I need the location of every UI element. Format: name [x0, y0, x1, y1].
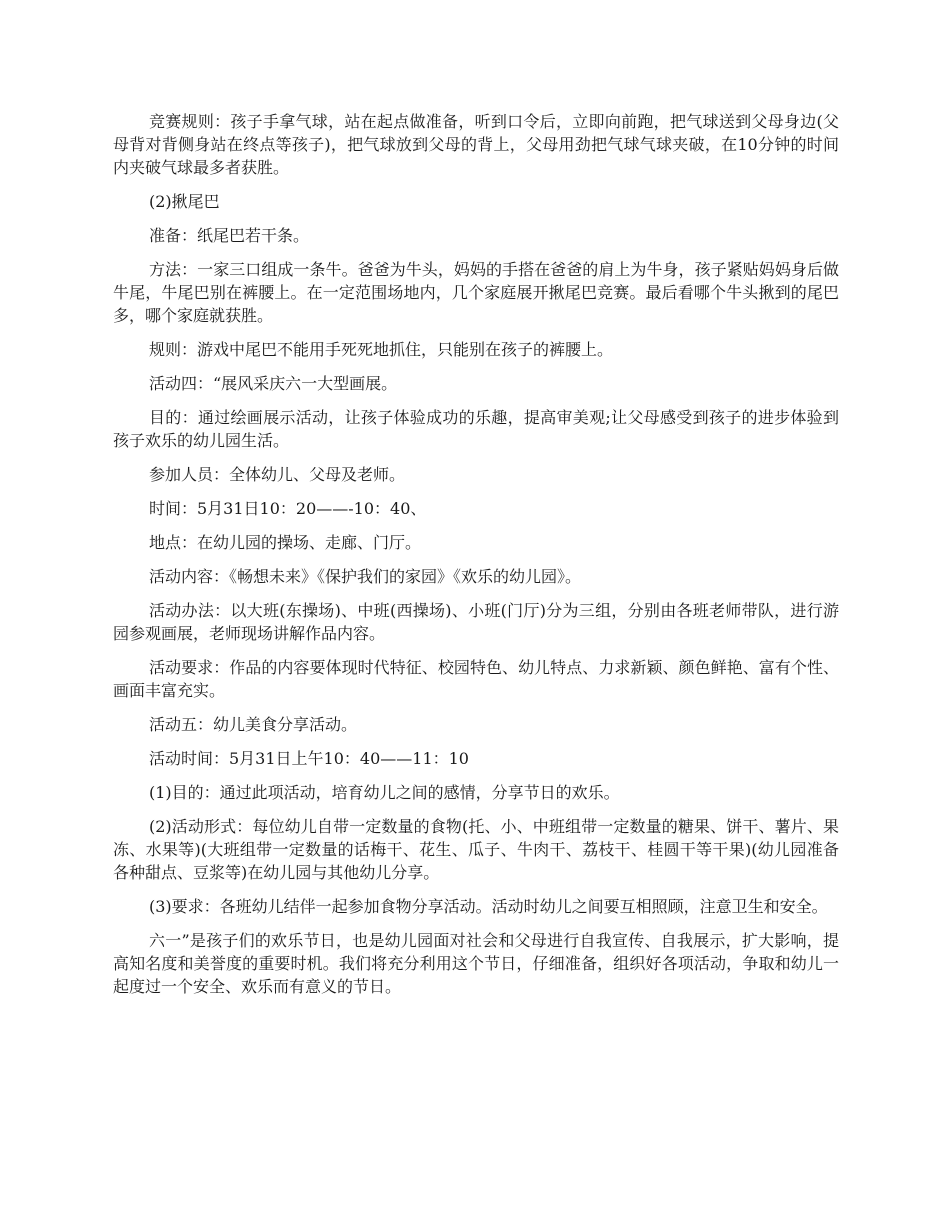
paragraph-purpose: 目的：通过绘画展示活动，让孩子体验成功的乐趣，提高审美观;让父母感受到孩子的进步体验到孩子欢乐的幼儿园生活。 — [113, 408, 839, 450]
paragraph-activity-method: 活动办法：以大班(东操场)、中班(西操场)、小班(门厅)分为三组，分别由各班老师带队，进行游园参观画展，老师现场讲解作品内容。 — [113, 601, 839, 643]
paragraph-participants: 参加人员：全体幼儿、父母及老师。 — [149, 465, 406, 484]
paragraph-method: 方法：一家三口组成一条牛。爸爸为牛头，妈妈的手搭在爸爸的肩上为牛身，孩子紧贴妈妈身后做牛尾，牛尾巴别在裤腰上。在一定范围场地内，几个家庭展开揪尾巴竞赛。最后看哪个牛头揪到的尾巴多，哪个家庭就获胜。 — [113, 260, 839, 325]
paragraph-rules: 规则：游戏中尾巴不能用手死死地抓住，只能别在孩子的裤腰上。 — [149, 340, 614, 359]
paragraph-goal-1: (1)目的：通过此项活动，培育幼儿之间的感情，分享节日的欢乐。 — [149, 783, 620, 802]
paragraph-tail-grab-heading: (2)揪尾巴 — [149, 192, 220, 211]
paragraph-location: 地点：在幼儿园的操场、走廊、门厅。 — [149, 533, 422, 552]
paragraph-closing: 六一”是孩子们的欢乐节日，也是幼儿园面对社会和父母进行自我宣传、自我展示，扩大影响，提高知名度和美誉度的重要时机。我们将充分利用这个节日，仔细准备，组织好各项活动，争取和幼儿一起度过一个安全、欢乐而有意义的节日。 — [113, 931, 839, 996]
paragraph-form-2: (2)活动形式：每位幼儿自带一定数量的食物(托、小、中班组带一定数量的糖果、饼干、薯片、果冻、水果等)(大班组带一定数量的话梅干、花生、瓜子、牛肉干、荔枝干、桂圆干等干果)(幼儿园准备各种甜点、豆浆等)在幼儿园与其他幼儿分享。 — [113, 817, 839, 882]
document-body — [113, 110, 839, 1009]
paragraph-activity-content: 活动内容：《畅想未来》《保护我们的家园》《欢乐的幼儿园》。 — [149, 567, 582, 586]
paragraph-activity-requirements: 活动要求：作品的内容要体现时代特征、校园特色、幼儿特点、力求新颖、颜色鲜艳、富有个性、画面丰富充实。 — [113, 658, 839, 700]
paragraph-activity-time: 活动时间：5月31日上午10：40——11：10 — [149, 749, 469, 768]
paragraph-requirement-3: (3)要求：各班幼儿结伴一起参加食物分享活动。活动时幼儿之间要互相照顾，注意卫生和安全。 — [149, 897, 828, 916]
paragraph-activity-four: 活动四：“展风采庆六一大型画展。 — [149, 374, 398, 393]
paragraph-preparation: 准备：纸尾巴若干条。 — [149, 226, 310, 245]
paragraph-time: 时间：5月31日10：20——-10：40、 — [149, 499, 427, 518]
paragraph-competition-rules: 竞赛规则：孩子手拿气球，站在起点做准备，听到口令后，立即向前跑，把气球送到父母身边(父母背对背侧身站在终点等孩子)，把气球放到父母的背上，父母用劲把气球气球夹破，在10分钟的时间内夹破气球最多者获胜。 — [113, 112, 839, 177]
paragraph-activity-five: 活动五：幼儿美食分享活动。 — [149, 715, 358, 734]
